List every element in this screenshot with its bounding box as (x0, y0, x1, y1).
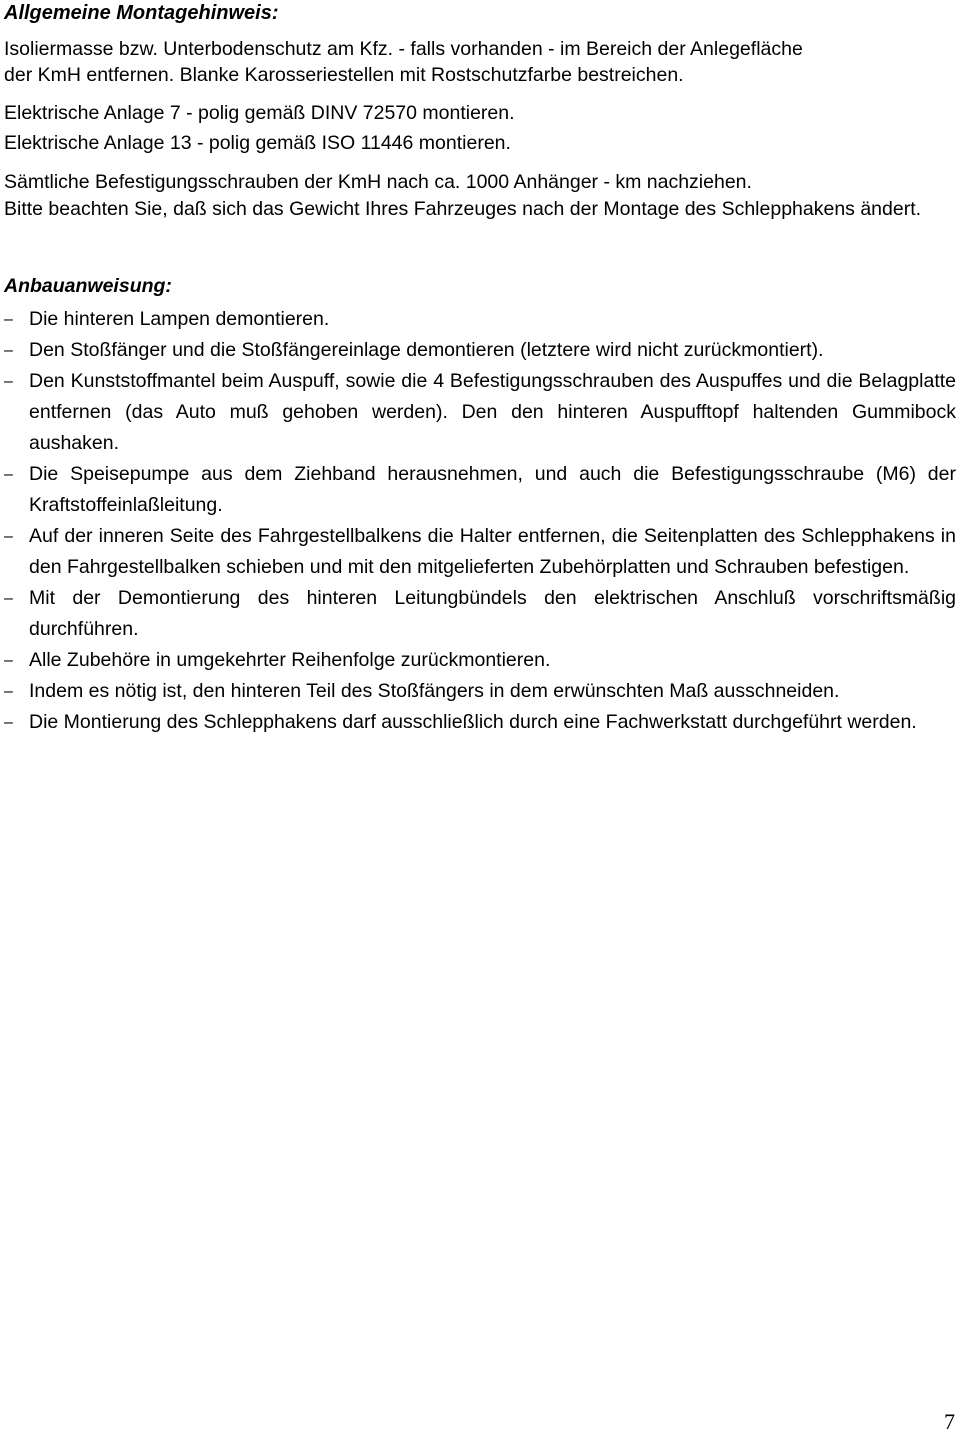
instruction-step (0, 335, 956, 366)
step-text: Die hinteren Lampen demontieren. (29, 308, 330, 330)
instruction-step (0, 645, 956, 676)
step-text: Den Kunststoffmantel beim Auspuff, sowie die 4 Befestigungsschrauben des Auspuffes und die Belagplatte entfernen (das Auto muß gehoben werden). Den den hinteren Auspufftopf haltenden Gummibock aushaken. (29, 370, 956, 454)
general-line-1: Isoliermasse bzw. Unterbodenschutz am Kfz. - falls vorhanden - im Bereich der Anlegefläche (4, 38, 803, 60)
dash-bullet: – (4, 466, 13, 483)
instructions-heading: Anbauanweisung: (4, 275, 172, 297)
step-text: Indem es nötig ist, den hinteren Teil des Stoßfängers in dem erwünschten Maß ausschneiden. (29, 680, 840, 702)
instruction-step (0, 521, 956, 583)
general-heading: Allgemeine Montagehinweis: (4, 2, 279, 24)
step-text: Auf der inneren Seite des Fahrgestellbalkens die Halter entfernen, die Seitenplatten des Schlepphakens in den Fahrgestellbalken schieben und mit den mitgelieferten Zubehörplatten und Schrauben befestigen. (29, 525, 956, 578)
instruction-step (0, 366, 956, 459)
dash-bullet: – (4, 311, 13, 328)
instruction-step (0, 304, 956, 335)
general-line-5: Sämtliche Befestigungsschrauben der KmH nach ca. 1000 Anhänger - km nachziehen. (4, 171, 752, 193)
dash-bullet: – (4, 342, 13, 359)
dash-bullet: – (4, 714, 13, 731)
instruction-step (0, 707, 956, 738)
general-line-2: der KmH entfernen. Blanke Karosseriestellen mit Rostschutzfarbe bestreichen. (4, 64, 684, 86)
step-text: Den Stoßfänger und die Stoßfängereinlage demontieren (letztere wird nicht zurückmontiert). (29, 339, 824, 361)
step-text: Alle Zubehöre in umgekehrter Reihenfolge zurückmontieren. (29, 649, 551, 671)
instruction-step (0, 583, 956, 645)
general-line-3: Elektrische Anlage 7 - polig gemäß DINV 72570 montieren. (4, 102, 515, 124)
dash-bullet: – (4, 652, 13, 669)
page-number: 7 (944, 1409, 955, 1434)
step-text: Mit der Demontierung des hinteren Leitungbündels den elektrischen Anschluß vorschriftsmäßig durchführen. (29, 587, 956, 640)
dash-bullet: – (4, 683, 13, 700)
dash-bullet: – (4, 590, 13, 607)
dash-bullet: – (4, 528, 13, 545)
step-text: Die Speisepumpe aus dem Ziehband herausnehmen, und auch die Befestigungsschraube (M6) der Kraftstoffeinlaßleitung. (29, 463, 956, 516)
instruction-list (0, 304, 960, 738)
instruction-step (0, 676, 956, 707)
general-line-4: Elektrische Anlage 13 - polig gemäß ISO 11446 montieren. (4, 132, 511, 154)
instruction-step (0, 459, 956, 521)
step-text: Die Montierung des Schlepphakens darf ausschließlich durch eine Fachwerkstatt durchgeführt werden. (29, 711, 917, 733)
dash-bullet: – (4, 373, 13, 390)
weight-note: Bitte beachten Sie, daß sich das Gewicht Ihres Fahrzeuges nach der Montage des Schlepphakens ändert. (4, 198, 922, 220)
